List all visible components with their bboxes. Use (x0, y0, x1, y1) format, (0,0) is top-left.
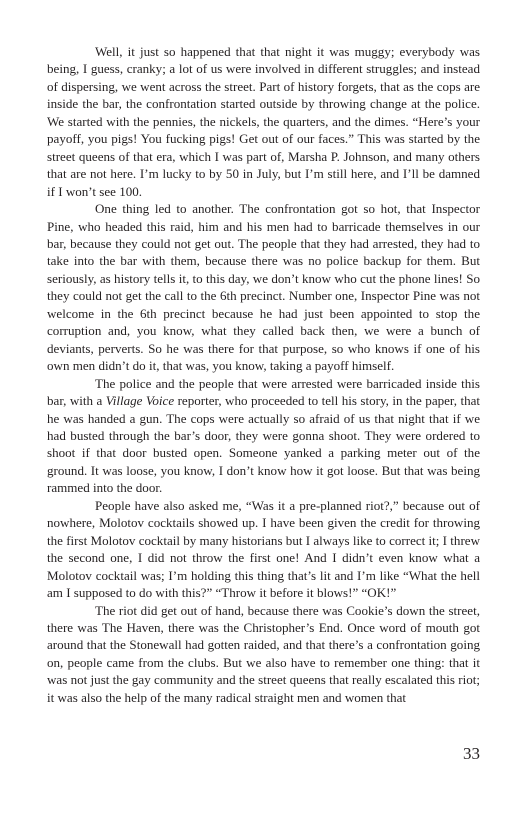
page-number: 33 (463, 744, 480, 763)
paragraph-3 (47, 375, 480, 497)
paragraph-5-text: The riot did get out of hand, because there was Cookie’s down the street, there was The Haven, there was the Christopher’s End. Once word of mouth got around that the Stonewall had gotten raided, and that there’s a confrontation going on, people came from the clubs. But we also have to remember one thing: that it was not just the gay community and the street queens that really escalated this riot; it was also the help of the many radical straight men and women that (47, 602, 480, 705)
paragraph-2 (47, 200, 480, 375)
paragraph-1-text: Well, it just so happened that that night it was muggy; everybody was being, I guess, cranky; a lot of us were involved in different struggles; and instead of dispersing, we went across the street. Part of history forgets, that as the cops are inside the bar, the confrontation started outside by throwing change at the police. We started with the pennies, the nickels, the quarters, and the dimes. “Here’s your payoff, you pigs! You fucking pigs! Get out of our faces.” This was started by the street queens of that era, which I was part of, Marsha P. Johnson, and many others that are not here. I’m lucky to by 50 in July, but I’m still here, and I’ll be damned if I won’t see 100. (47, 44, 480, 199)
paragraph-4-text: People have also asked me, “Was it a pre-planned riot?,” because out of nowhere, Molotov cocktails showed up. I have been given the credit for throwing the first Molotov cocktail by many historians but I always like to correct it; I threw the second one, I did not throw the first one! And I didn’t even know what a Molotov cocktail was; I’m holding this thing that’s lit and I’m like “What the hell am I supposed to do with this?” “Throw it before it blows!” “OK!” (47, 497, 480, 601)
paragraph-3-text-start: The police and the people that were arrested were barricaded inside this bar, with a (47, 375, 480, 409)
publication-title: Village Voice (105, 393, 175, 409)
paragraph-4 (47, 497, 480, 602)
paragraph-1 (47, 43, 480, 200)
page-body (47, 43, 480, 706)
paragraph-3-text-end: reporter, who proceeded to tell his story, in the paper, that he was handed a gun. The cops were actually so afraid of us that night that if we had busted through the bar’s door, they were gonna shoot. They were ordered to shoot if that door busted open. Someone yanked a parking meter out of the ground. It was loose, you know, I don’t know how it got loose. But that was being rammed into the door. (47, 393, 481, 496)
paragraph-5 (47, 602, 480, 707)
paragraph-2-text: One thing led to another. The confrontation got so hot, that Inspector Pine, who headed this raid, him and his men had to barricade themselves in our bar, because they could not get out. The people that they had arrested, they had to take into the bar with them, because there was no police backup for them. But seriously, as history tells it, to this day, we don’t know who cut the phone lines! So they could not get the call to the 6th precinct. Number one, Inspector Pine was not welcome in the 6th precinct because he had just been appointed to stop the corruption and, you know, what they called back then, we were a bunch of deviants, perverts. So he was there for that purpose, so who knows if one of his own men didn’t do it, that was, you know, taking a payoff himself. (47, 201, 480, 374)
